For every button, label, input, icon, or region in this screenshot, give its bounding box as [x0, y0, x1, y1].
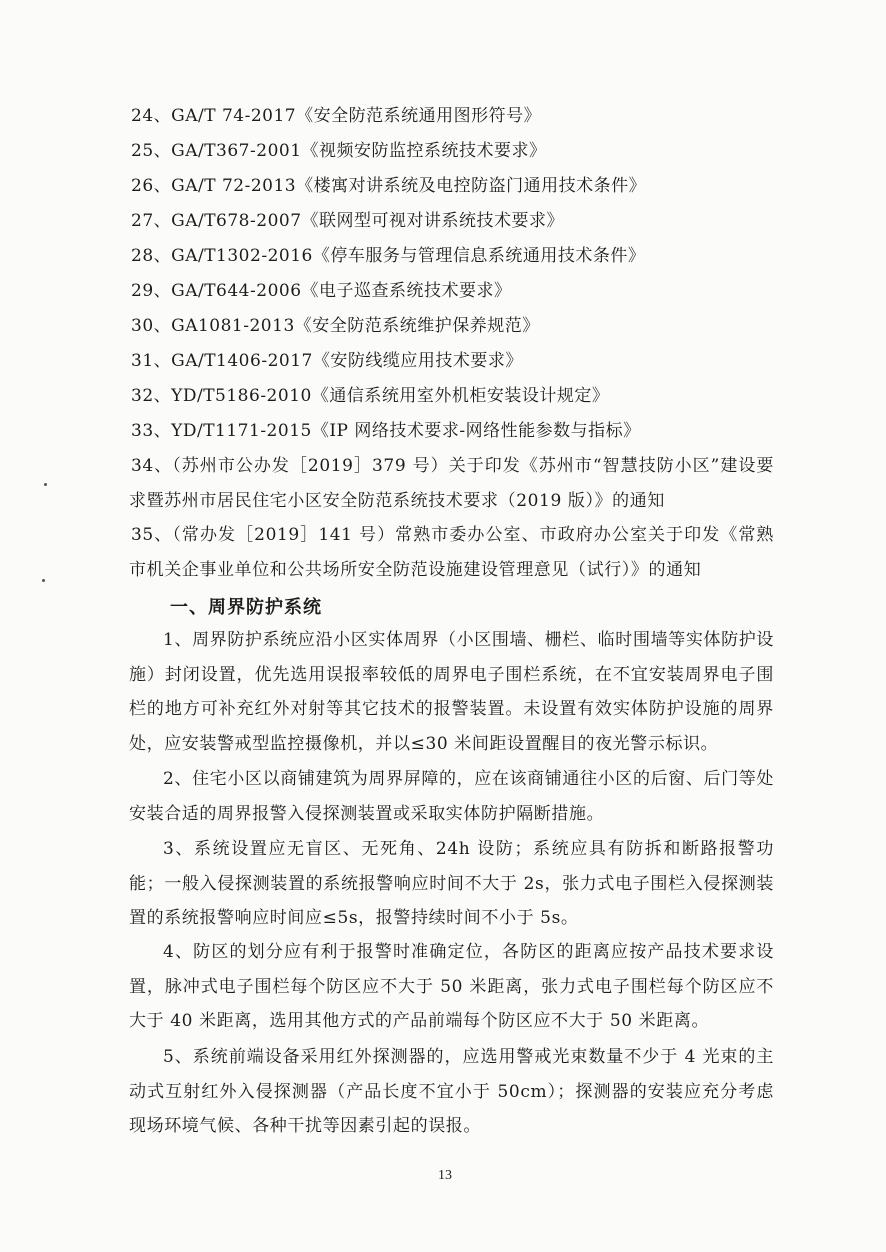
reference-item-32: 32、YD/T5186-2010《通信系统用室外机柜安装设计规定》 — [131, 386, 610, 406]
reference-item-31: 31、GA/T1406-2017《安防线缆应用技术要求》 — [131, 351, 523, 371]
reference-item-33: 33、YD/T1171-2015《IP 网络技术要求-网络性能参数与指标》 — [131, 421, 641, 441]
reference-item-35: 35、（常办发［2019］141 号）常熟市委办公室、市政府办公室关于印发《常熟市机关企事业单位和公共场所安全防范设施建设管理意见（试行）》的通知 — [129, 525, 774, 580]
paragraph-4: 4、防区的划分应有利于报警时准确定位，各防区的距离应按产品技术要求设置，脉冲式电子围栏每个防区应不大于 50 米距离，张力式电子围栏每个防区应不大于 40 米距离，选用其他方式的产品前端每个防区应不大于 50 米距离。 — [129, 942, 774, 1031]
reference-item-26: 26、GA/T 72-2013《楼寓对讲系统及电控防盗门通用技术条件》 — [131, 176, 647, 196]
reference-item-28: 28、GA/T1302-2016《停车服务与管理信息系统通用技术条件》 — [131, 246, 646, 266]
reference-item-24: 24、GA/T 74-2017《安全防范系统通用图形符号》 — [131, 106, 542, 126]
paragraph-2: 2、住宅小区以商铺建筑为周界屏障的，应在该商铺通往小区的后窗、后门等处安装合适的周界报警入侵探测装置或采取实体防护隔断措施。 — [129, 769, 774, 824]
reference-item-30: 30、GA1081-2013《安全防范系统维护保养规范》 — [131, 316, 540, 336]
reference-item-27: 27、GA/T678-2007《联网型可视对讲系统技术要求》 — [131, 211, 565, 231]
section-heading: 一、周界防护系统 — [170, 597, 322, 618]
page-number: 13 — [438, 1168, 452, 1183]
paragraph-5: 5、系统前端设备采用红外探测器的，应选用警戒光束数量不少于 4 光束的主动式互射红外入侵探测器（产品长度不宜小于 50cm）；探测器的安装应充分考虑现场环境气候、各种干扰等因素引起的误报。 — [129, 1047, 774, 1136]
reference-item-25: 25、GA/T367-2001《视频安防监控系统技术要求》 — [131, 141, 547, 161]
reference-item-34: 34、（苏州市公办发［2019］379 号）关于印发《苏州市“智慧技防小区”建设要求暨苏州市居民住宅小区安全防范系统技术要求（2019 版）》的通知 — [129, 456, 774, 511]
reference-item-29: 29、GA/T644-2006《电子巡查系统技术要求》 — [131, 281, 512, 301]
scan-speck — [42, 579, 45, 582]
scan-speck — [44, 483, 47, 486]
paragraph-1: 1、周界防护系统应沿小区实体周界（小区围墙、栅栏、临时围墙等实体防护设施）封闭设置，优先选用误报率较低的周界电子围栏系统，在不宜安装周界电子围栏的地方可补充红外对射等其它技术的报警装置。未设置有效实体防护设施的周界处，应安装警戒型监控摄像机，并以≤30 米间距设置醒目的夜光警示标识。 — [129, 630, 774, 754]
paragraph-3: 3、系统设置应无盲区、无死角、24h 设防；系统应具有防拆和断路报警功能；一般入侵探测装置的系统报警响应时间不大于 2s，张力式电子围栏入侵探测装置的系统报警响应时间应≤5s，报警持续时间不小于 5s。 — [129, 839, 774, 928]
